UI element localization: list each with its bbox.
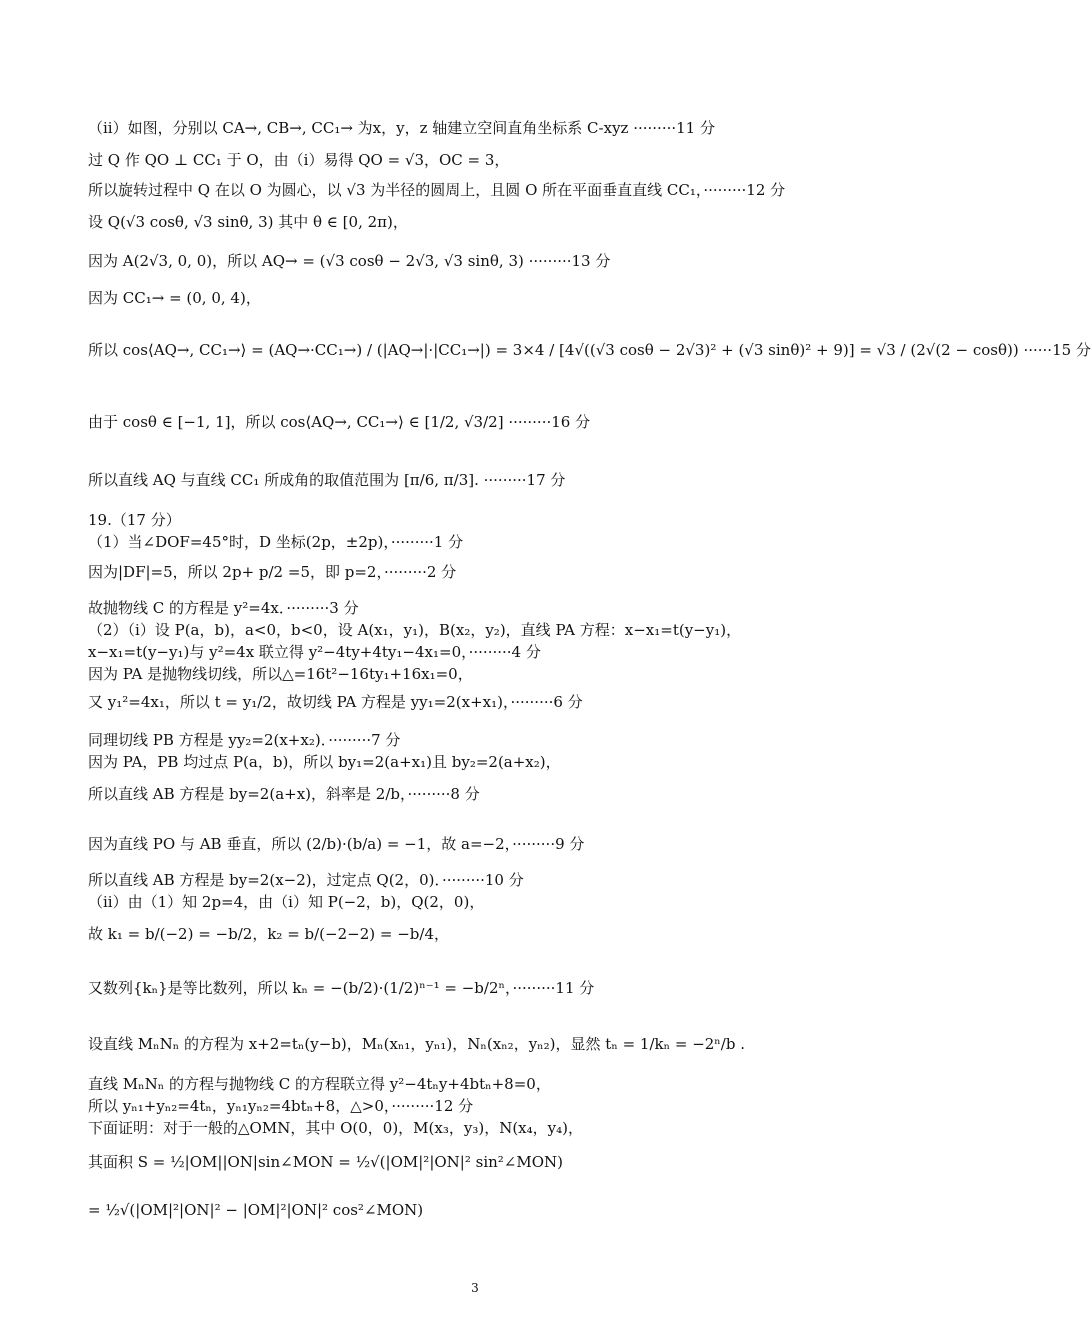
text-line: = ½√(|OM|²|ON|² − |OM|²|ON|² cos²∠MON)	[88, 1201, 424, 1219]
text-line: 因为 PA，PB 均过点 P(a，b)，所以 by₁=2(a+x₁)且 by₂=2(a+x₂)，	[88, 753, 561, 771]
text-line: 因为 PA 是抛物线切线，所以△=16t²−16ty₁+16x₁=0，	[88, 665, 473, 683]
text-line: 故抛物线 C 的方程是 y²=4x．·········3 分	[88, 599, 359, 617]
text-line: 由于 cosθ ∈ [−1, 1]，所以 cos⟨AQ→, CC₁→⟩ ∈ [1/2, √3/2] ·········16 分	[88, 413, 591, 431]
text-line: 所以 cos⟨AQ→, CC₁→⟩ = (AQ→·CC₁→) / (|AQ→|·|CC₁→|) = 3×4 / [4√((√3 cosθ − 2√3)² + (√3 sinθ)² + 9)] = √3 / (2√(2 − cosθ)) ······15 分	[88, 341, 1091, 359]
text-line: 下面证明：对于一般的△OMN，其中 O(0，0)，M(x₃，y₃)，N(x₄，y₄)，	[88, 1119, 583, 1137]
text-line: 所以直线 AQ 与直线 CC₁ 所成角的取值范围为 [π/6, π/3]. ·········17 分	[88, 471, 566, 489]
text-line: x−x₁=t(y−y₁)与 y²=4x 联立得 y²−4ty+4ty₁−4x₁=0，·········4 分	[88, 643, 541, 661]
text-line: 同理切线 PB 方程是 yy₂=2(x+x₂)．·········7 分	[88, 731, 401, 749]
text-line: 因为 CC₁→ = (0, 0, 4)，	[88, 289, 261, 307]
text-line: （1）当∠DOF=45°时，D 坐标(2p，±2p)，·········1 分	[88, 533, 464, 551]
text-line: 所以直线 AB 方程是 by=2(x−2)，过定点 Q(2，0)．·········10 分	[88, 871, 524, 889]
text-line: 又数列{kₙ}是等比数列，所以 kₙ = −(b/2)·(1/2)ⁿ⁻¹ = −b/2ⁿ，·········11 分	[88, 979, 595, 997]
text-line: 又 y₁²=4x₁，所以 t = y₁/2，故切线 PA 方程是 yy₁=2(x+x₁)，·········6 分	[88, 693, 583, 711]
text-line: 所以旋转过程中 Q 在以 O 为圆心，以 √3 为半径的圆周上，且圆 O 所在平面垂直直线 CC₁，·········12 分	[88, 181, 786, 199]
text-line: 因为|DF|=5，所以 2p+ p/2 =5，即 p=2，·········2 分	[88, 563, 457, 581]
text-line: 所以 yₙ₁+yₙ₂=4tₙ，yₙ₁yₙ₂=4btₙ+8，△>0，·········12 分	[88, 1097, 474, 1115]
text-line: （ii）如图，分别以 CA→, CB→, CC₁→ 为x，y，z 轴建立空间直角坐标系 C-xyz ·········11 分	[88, 119, 715, 137]
text-line: 设 Q(√3 cosθ, √3 sinθ, 3) 其中 θ ∈ [0, 2π)，	[88, 213, 408, 231]
text-line: （2）（i）设 P(a，b)，a<0，b<0，设 A(x₁，y₁)，B(x₂，y₂)，直线 PA 方程：x−x₁=t(y−y₁)，	[88, 621, 742, 639]
text-line: 设直线 MₙNₙ 的方程为 x+2=tₙ(y−b)，Mₙ(xₙ₁，yₙ₁)，Nₙ(xₙ₂，yₙ₂)，显然 tₙ = 1/kₙ = −2ⁿ/b .	[88, 1035, 745, 1053]
text-line: 过 Q 作 QO ⊥ CC₁ 于 O，由（i）易得 QO = √3，OC = 3，	[88, 151, 510, 169]
text-line: （ii）由（1）知 2p=4，由（i）知 P(−2，b)，Q(2，0)，	[88, 893, 485, 911]
question-number: 19.（17 分）	[88, 511, 181, 529]
text-line: 故 k₁ = b/(−2) = −b/2，k₂ = b/(−2−2) = −b/4，	[88, 925, 449, 943]
text-line: 其面积 S = ½|OM||ON|sin∠MON = ½√(|OM|²|ON|² sin²∠MON)	[88, 1153, 563, 1171]
text-line: 所以直线 AB 方程是 by=2(a+x)，斜率是 2/b，·········8 分	[88, 785, 480, 803]
page-number: 3	[471, 1281, 479, 1295]
text-line: 直线 MₙNₙ 的方程与抛物线 C 的方程联立得 y²−4tₙy+4btₙ+8=0，	[88, 1075, 551, 1093]
text-line: 因为直线 PO 与 AB 垂直，所以 (2/b)·(b/a) = −1，故 a=−2，·········9 分	[88, 835, 585, 853]
text-line: 因为 A(2√3, 0, 0)，所以 AQ→ = (√3 cosθ − 2√3, √3 sinθ, 3) ·········13 分	[88, 252, 611, 270]
